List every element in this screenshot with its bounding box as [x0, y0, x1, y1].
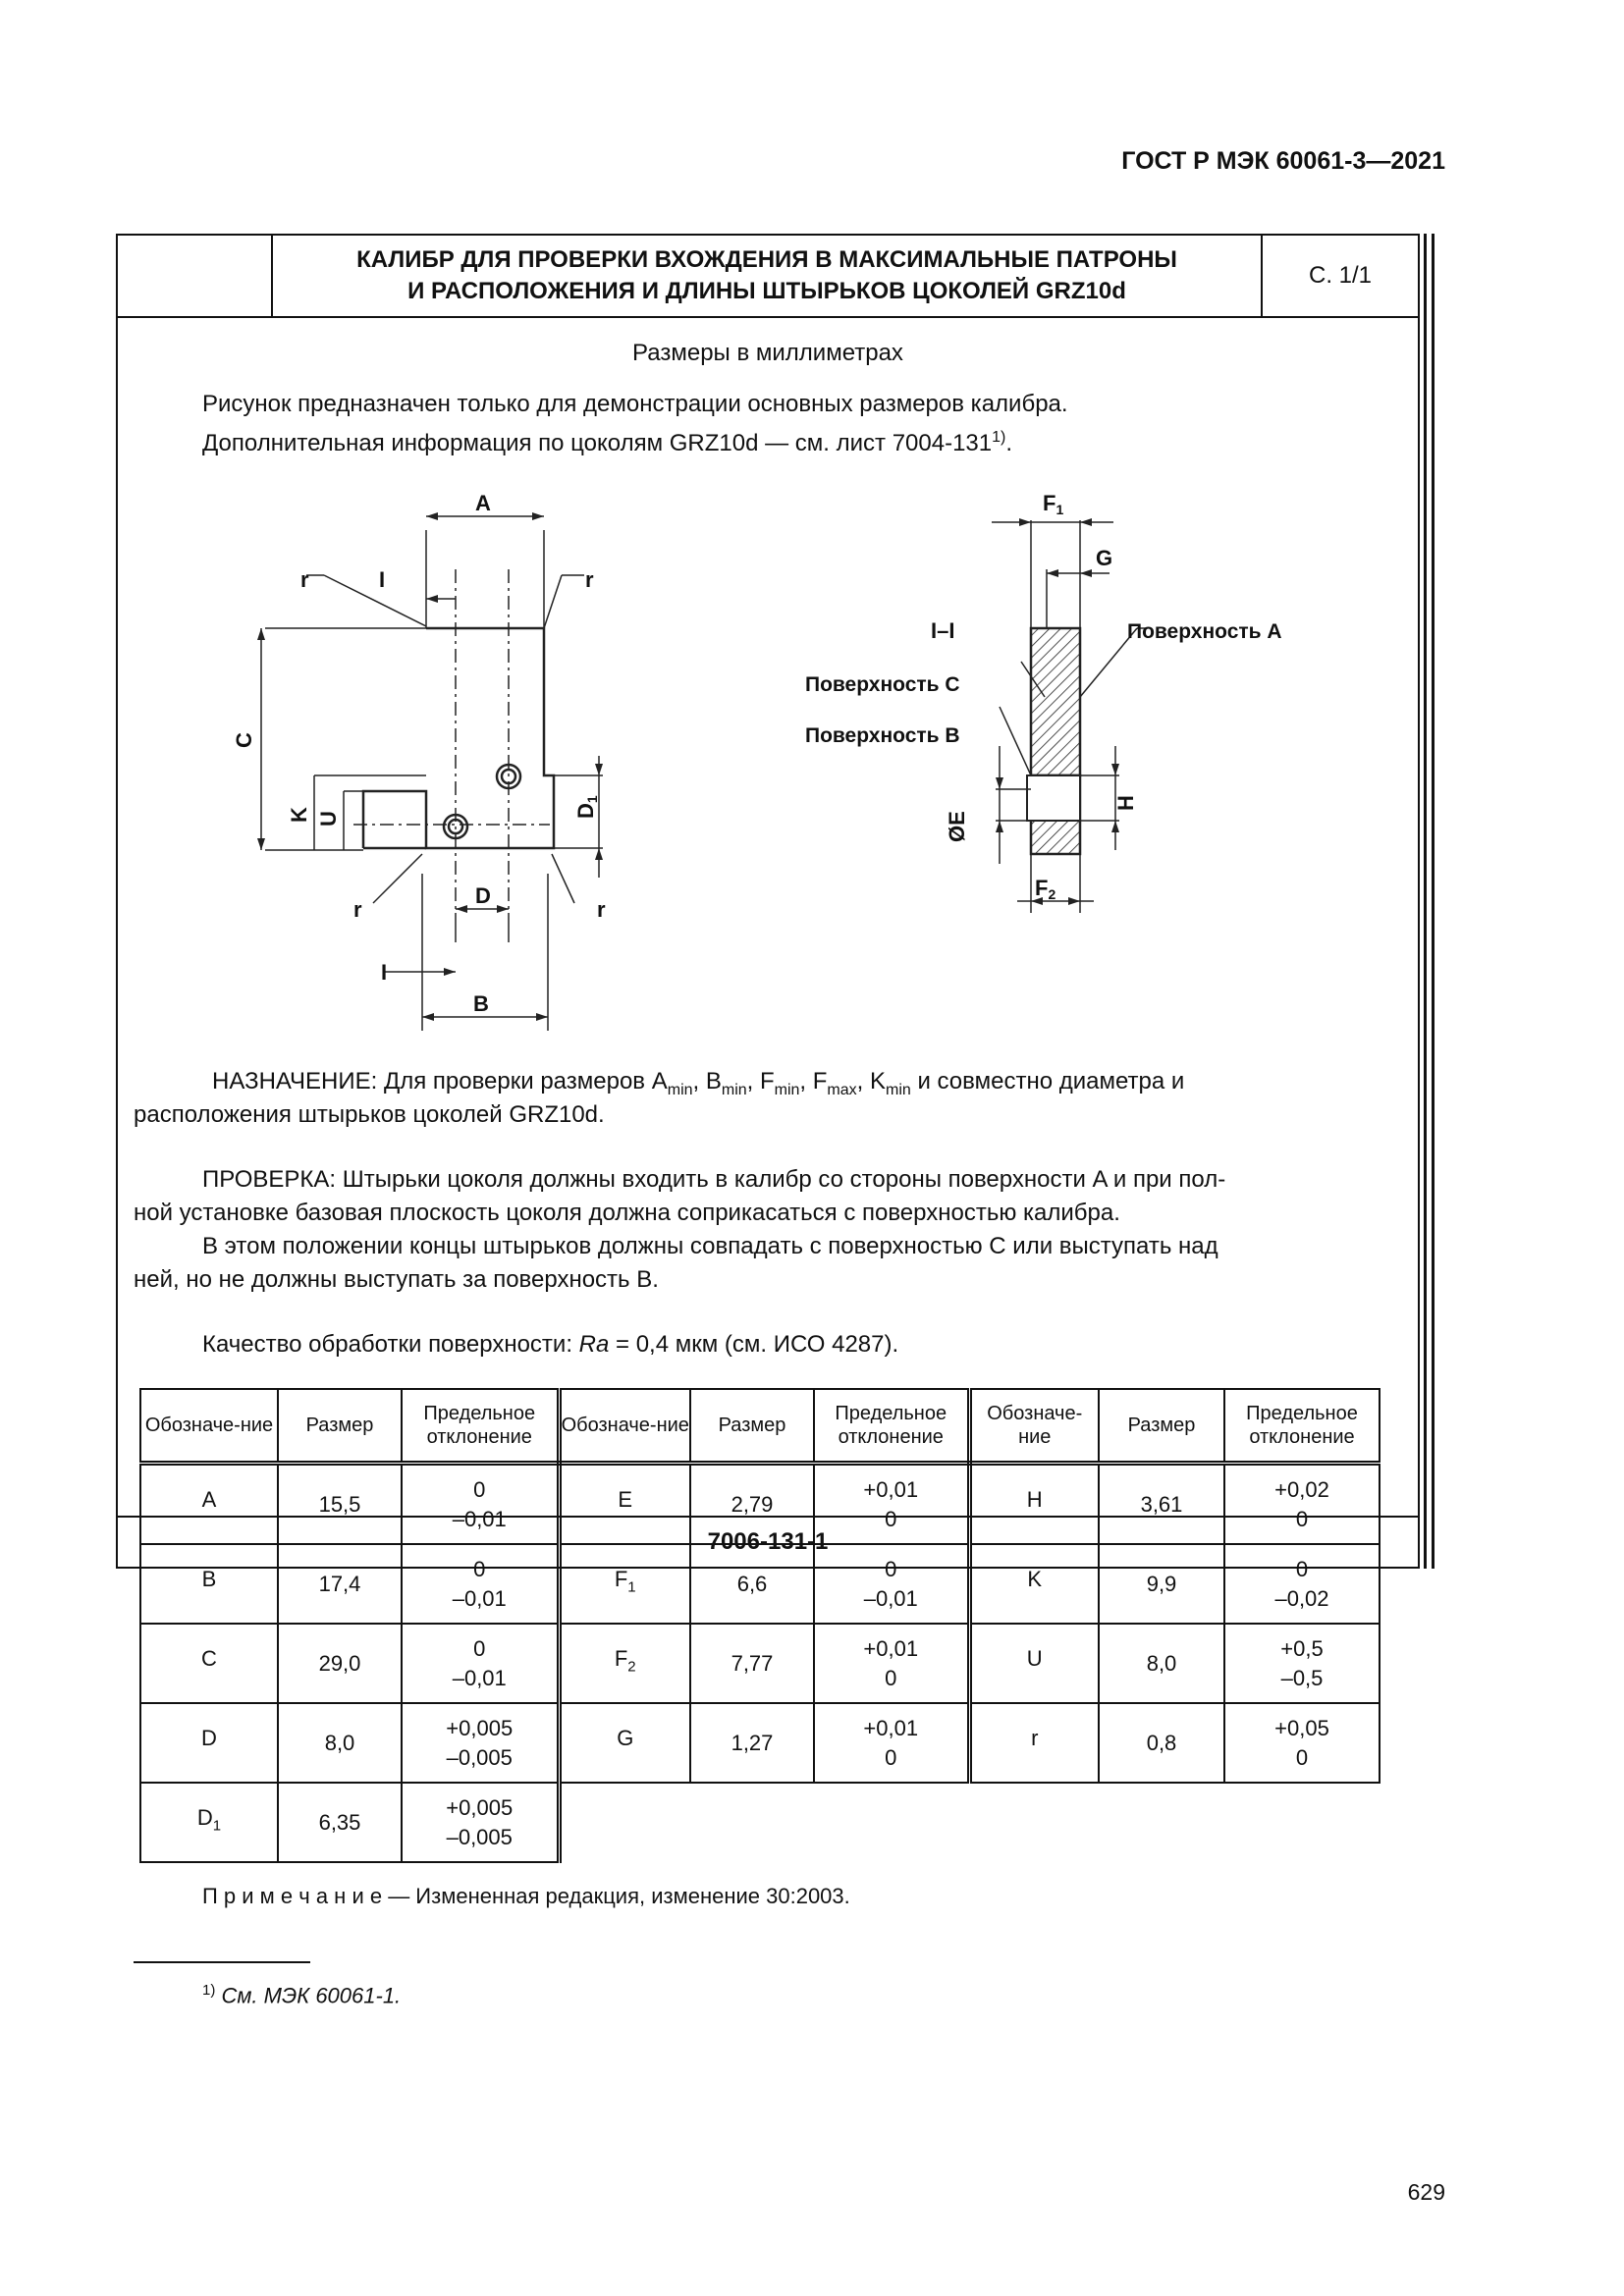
size-cell: 6,35 — [278, 1783, 402, 1862]
col-header-size: Размер — [690, 1389, 814, 1464]
dim-label-A: A — [475, 491, 491, 515]
designation-cell: r — [969, 1703, 1099, 1783]
check-line-2: ной установке базовая плоскость цоколя должна соприкасаться с поверхностью калибра. — [134, 1200, 1120, 1226]
col-header-designation: Обозначе-ние — [969, 1389, 1099, 1464]
sheet-code: 7006-131-1 — [118, 1516, 1418, 1567]
dim-label-K: K — [287, 807, 311, 823]
empty-cell — [1099, 1783, 1224, 1862]
tolerance-cell: 0 –0,01 — [402, 1544, 559, 1624]
dim-label-D1: D1 — [573, 795, 600, 819]
table-row — [140, 1544, 1380, 1624]
dim-label-E: ØE — [945, 811, 969, 842]
tolerance-cell: 0 –0,01 — [402, 1624, 559, 1703]
tolerance-cell: 0 –0,01 — [402, 1464, 559, 1545]
check-line-3: В этом положении концы штырьков должны совпадать с поверхностью C или выступать над — [202, 1233, 1218, 1259]
gauge-front-view-drawing — [216, 481, 628, 1031]
designation-cell: K — [969, 1544, 1099, 1624]
table-row — [140, 1783, 1380, 1862]
col-header-tolerance: Предельное отклонение — [814, 1389, 969, 1464]
dim-label-B: B — [473, 991, 489, 1016]
title-block — [118, 236, 1418, 318]
tolerance-cell: 0 –0,02 — [1224, 1544, 1380, 1624]
designation-cell: $F_2$ — [559, 1624, 690, 1703]
size-cell: 3,61 — [1099, 1464, 1224, 1545]
section-title-I-I: I–I — [931, 618, 955, 643]
size-cell: 1,27 — [690, 1703, 814, 1783]
note: П р и м е ч а н и е — Измененная редакция, изменение 30:2003. — [202, 1884, 850, 1908]
size-cell: 29,0 — [278, 1624, 402, 1703]
size-cell: 7,77 — [690, 1624, 814, 1703]
empty-cell — [1224, 1783, 1380, 1862]
dim-label-D: D — [475, 883, 491, 908]
purpose-line-2: расположения штырьков цоколей GRZ10d. — [134, 1101, 605, 1128]
dimension-table — [139, 1388, 1380, 1863]
col-header-designation: Обозначе-ние — [559, 1389, 690, 1464]
surface-quality: Качество обработки поверхности: Ra = 0,4 мкм (см. ИСО 4287). — [202, 1331, 899, 1358]
size-cell: 15,5 — [278, 1464, 402, 1545]
radius-label-r2: r — [585, 567, 594, 592]
tolerance-cell: +0,005 –0,005 — [402, 1703, 559, 1783]
frame-double-line-2 — [1432, 234, 1435, 1569]
sheet-title-line1: КАЛИБР ДЛЯ ПРОВЕРКИ ВХОЖДЕНИЯ В МАКСИМАЛЬНЫЕ ПАТРОНЫ — [356, 246, 1177, 273]
purpose-line-1: НАЗНАЧЕНИЕ: Для проверки размеров $A_{min}$, $B_{min}$, $F_{min}$, $F_{max}$, $K_{min}$ и совместно диаметра и — [212, 1068, 1185, 1098]
surface-C-label: Поверхность C — [805, 673, 960, 696]
dim-label-U: U — [316, 811, 341, 827]
size-cell: 0,8 — [1099, 1703, 1224, 1783]
footnote-separator — [134, 1961, 310, 1963]
radius-label-r1: r — [300, 567, 309, 592]
dim-label-G: G — [1096, 546, 1113, 570]
standard-header: ГОСТ Р МЭК 60061-3—2021 — [1121, 147, 1445, 175]
table-row — [140, 1464, 1380, 1545]
intro-line-2: Дополнительная информация по цоколям GRZ10d — см. лист 7004-131$^{1)}$. — [202, 429, 1013, 456]
sheet-number: С. 1/1 — [1308, 262, 1373, 289]
designation-cell: H — [969, 1464, 1099, 1545]
size-cell: 8,0 — [1099, 1624, 1224, 1703]
tolerance-cell: 0 –0,01 — [814, 1544, 969, 1624]
col-header-size: Размер — [278, 1389, 402, 1464]
size-cell: 6,6 — [690, 1544, 814, 1624]
designation-cell: U — [969, 1624, 1099, 1703]
radius-label-r4: r — [597, 897, 606, 922]
tolerance-cell: +0,01 0 — [814, 1703, 969, 1783]
frame-double-line-1 — [1424, 234, 1427, 1569]
surface-B-label: Поверхность B — [805, 724, 960, 747]
designation-cell: C — [140, 1624, 278, 1703]
tolerance-cell: +0,02 0 — [1224, 1464, 1380, 1545]
designation-cell: $F_1$ — [559, 1544, 690, 1624]
col-header-size: Размер — [1099, 1389, 1224, 1464]
designation-cell: G — [559, 1703, 690, 1783]
designation-cell: E — [559, 1464, 690, 1545]
col-header-tolerance: Предельное отклонение — [1224, 1389, 1380, 1464]
sheet-title-line2: И РАСПОЛОЖЕНИЯ И ДЛИНЫ ШТЫРЬКОВ ЦОКОЛЕЙ GRZ10d — [407, 278, 1126, 304]
size-cell: 8,0 — [278, 1703, 402, 1783]
designation-cell: B — [140, 1544, 278, 1624]
table-row — [140, 1624, 1380, 1703]
gauge-section-view-drawing — [785, 481, 1335, 933]
title-blank-cell — [118, 236, 273, 316]
empty-cell — [969, 1783, 1099, 1862]
tolerance-cell: +0,005 –0,005 — [402, 1783, 559, 1862]
col-header-tolerance: Предельное отклонение — [402, 1389, 559, 1464]
tolerance-cell: +0,01 0 — [814, 1624, 969, 1703]
col-header-designation: Обозначе-ние — [140, 1389, 278, 1464]
dim-label-F2: F2 — [1035, 876, 1056, 902]
empty-cell — [690, 1783, 814, 1862]
section-mark-top: I — [379, 567, 386, 592]
tolerance-cell: +0,5 –0,5 — [1224, 1624, 1380, 1703]
size-cell: 17,4 — [278, 1544, 402, 1624]
designation-cell: A — [140, 1464, 278, 1545]
check-line-4: ней, но не должны выступать за поверхность B. — [134, 1266, 659, 1293]
designation-cell: D — [140, 1703, 278, 1783]
designation-cell: $D_1$ — [140, 1783, 278, 1862]
tolerance-cell: +0,05 0 — [1224, 1703, 1380, 1783]
dim-label-F1: F1 — [1043, 491, 1064, 517]
size-cell: 2,79 — [690, 1464, 814, 1545]
tolerance-cell: +0,01 0 — [814, 1464, 969, 1545]
empty-cell — [559, 1783, 690, 1862]
units-note: Размеры в миллиметрах — [632, 340, 903, 366]
surface-A-label: Поверхность A — [1127, 620, 1282, 643]
page-number: 629 — [1407, 2179, 1445, 2205]
radius-label-r3: r — [353, 897, 362, 922]
size-cell: 9,9 — [1099, 1544, 1224, 1624]
footnote: $^{1)}$ См. МЭК 60061-1. — [202, 1982, 402, 2008]
empty-cell — [814, 1783, 969, 1862]
dim-label-H: H — [1113, 795, 1138, 811]
intro-line-1: Рисунок предназначен только для демонстрации основных размеров калибра. — [202, 391, 1068, 417]
dim-label-C: C — [232, 732, 256, 748]
section-mark-bottom: I — [381, 960, 388, 985]
gauge-section-body — [1027, 628, 1080, 854]
table-row — [140, 1703, 1380, 1783]
sheet-title — [273, 236, 1263, 316]
check-line-1: ПРОВЕРКА: Штырьки цоколя должны входить в калибр со стороны поверхности A и при пол- — [202, 1166, 1226, 1193]
